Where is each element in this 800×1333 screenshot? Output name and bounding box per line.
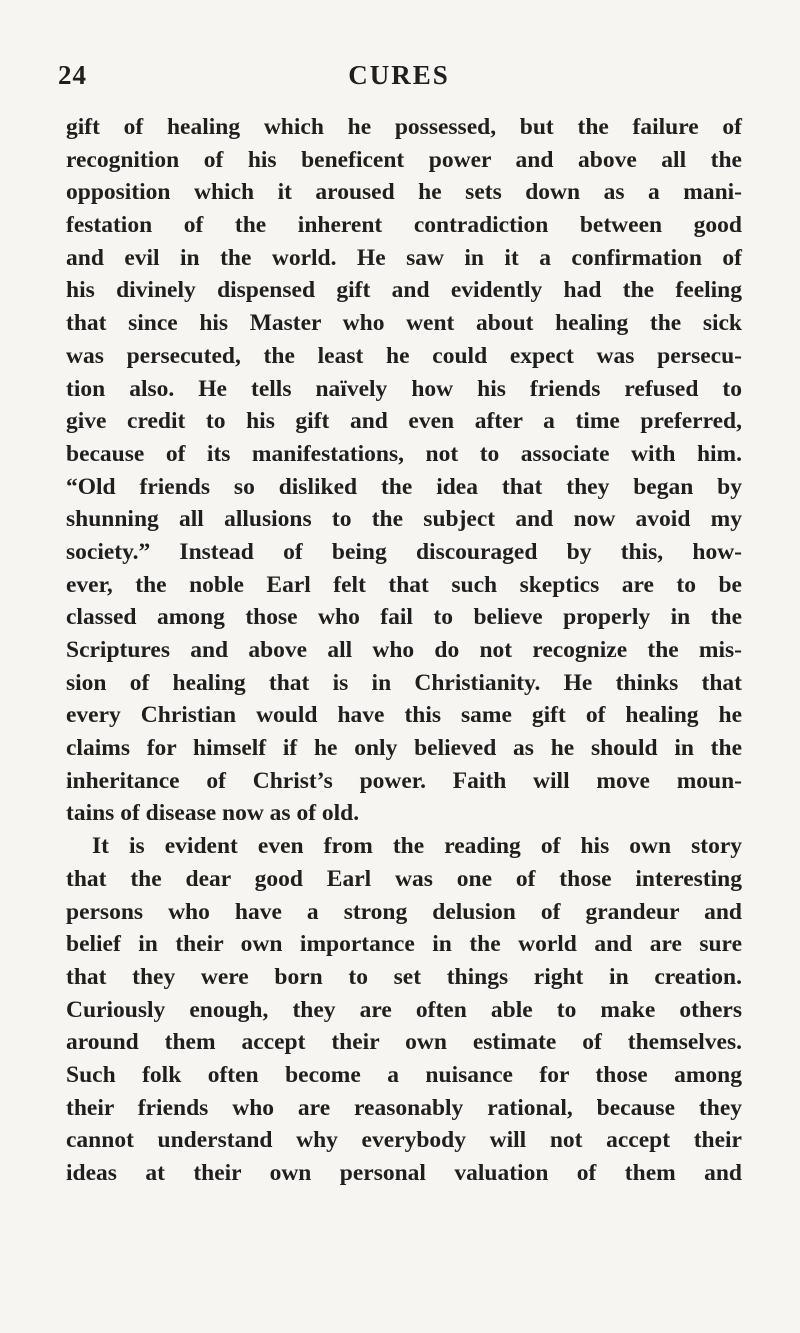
text-line: their friends who are reasonably rational, because they <box>66 1094 742 1121</box>
text-line: tion also. He tells naïvely how his friends refused to <box>66 375 742 402</box>
text-line: “Old friends so disliked the idea that they began by <box>66 473 742 500</box>
text-line: inheritance of Christ’s power. Faith will move moun- <box>66 767 742 794</box>
running-title: CURES <box>348 60 450 90</box>
text-line: Scriptures and above all who do not recognize the mis- <box>66 637 742 663</box>
text-line: give credit to his gift and even after a time preferred, <box>66 408 742 435</box>
text-line: claims for himself if he only believed as he should in the <box>66 735 742 762</box>
text-line: around them accept their own estimate of themselves. <box>66 1029 742 1056</box>
text-line: It is evident even from the reading of his own story <box>92 833 742 860</box>
text-line: and evil in the world. He saw in it a confirmation of <box>66 244 742 271</box>
text-line: tains of disease now as of old. <box>66 800 360 827</box>
text-line: opposition which it aroused he sets down as a mani- <box>66 179 742 206</box>
text-line: classed among those who fail to believe properly in the <box>66 604 742 631</box>
text-line: that they were born to set things right in creation. <box>66 963 742 990</box>
text-line: that the dear good Earl was one of those interesting <box>66 865 742 892</box>
text-line: ever, the noble Earl felt that such skeptics are to be <box>66 571 742 598</box>
text-line: recognition of his beneficent power and above all the <box>66 146 742 173</box>
text-line: cannot understand why everybody will not accept their <box>66 1127 742 1154</box>
text-line: shunning all allusions to the subject and now avoid my <box>66 506 742 533</box>
text-line: belief in their own importance in the world and are sure <box>66 931 742 958</box>
text-line: persons who have a strong delusion of grandeur and <box>66 898 742 925</box>
page-number: 24 <box>58 60 87 90</box>
text-line: sion of healing that is in Christianity. He thinks that <box>66 669 742 696</box>
text-line: because of its manifestations, not to associate with him. <box>66 440 742 467</box>
text-line: every Christian would have this same gift of healing he <box>66 702 742 729</box>
text-line: his divinely dispensed gift and evidently had the feeling <box>66 277 742 304</box>
body-text <box>66 111 742 1190</box>
text-line: ideas at their own personal valuation of them and <box>66 1160 742 1186</box>
text-line: was persecuted, the least he could expect was persecu- <box>66 342 742 369</box>
text-line: that since his Master who went about healing the sick <box>66 310 742 337</box>
text-line: Curiously enough, they are often able to make others <box>66 996 742 1023</box>
text-line: Such folk often become a nuisance for those among <box>66 1061 742 1088</box>
text-line: gift of healing which he possessed, but the failure of <box>66 114 742 140</box>
text-line: society.” Instead of being discouraged by this, how- <box>66 538 742 565</box>
text-line: festation of the inherent contradiction between good <box>66 212 742 239</box>
running-head <box>58 60 740 100</box>
